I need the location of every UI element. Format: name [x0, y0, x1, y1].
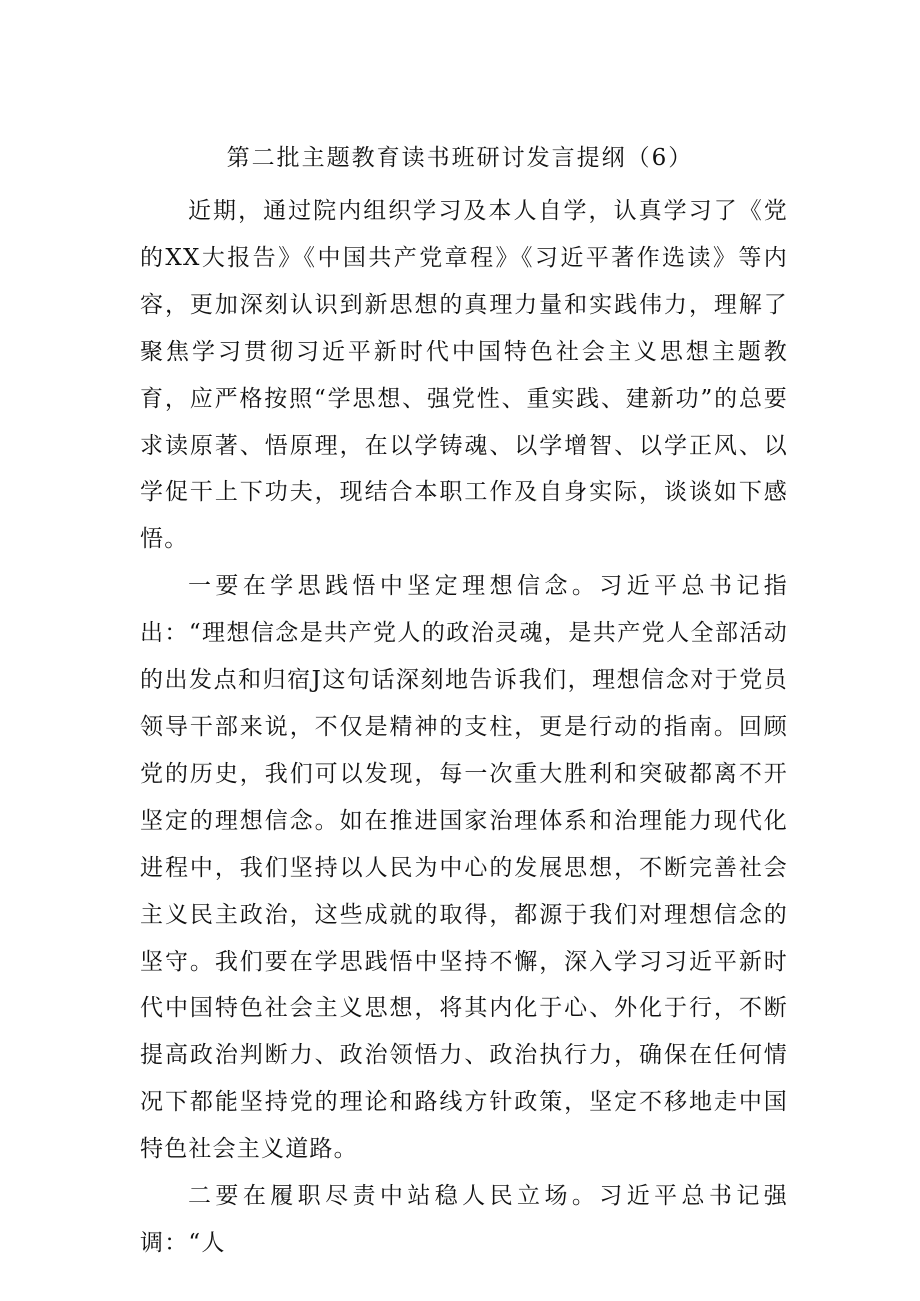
document-title: 第二批主题教育读书班研讨发言提纲（6）: [226, 145, 694, 171]
paragraph-point-two: 二要在履职尽责中站稳人民立场。习近平总书记强调：“人: [140, 1183, 788, 1256]
document-body: [140, 188, 788, 1267]
paragraph-intro: 近期，通过院内组织学习及本人自学，认真学习了《党的XX大报告》《中国共产党章程》《习近平著作选读》等内容，更加深刻认识到新思想的真理力量和实践伟力，理解了聚焦学习贯彻习近平新时代中国特色社会主义思想主题教育，应严格按照“学思想、强党性、重实践、建新功”的总要求读原著、悟原理，在以学铸魂、以学增智、以学正风、以学促干上下功夫，现结合本职工作及自身实际，谈谈如下感悟。: [140, 198, 788, 553]
paragraph-point-one: 一要在学思践悟中坚定理想信念。习近平总书记指出：“理想信念是共产党人的政治灵魂，是共产党人全部活动的出发点和归宿J这句话深刻地告诉我们，理想信念对于党员领导干部来说，不仅是精神的支柱，更是行动的指南。回顾党的历史，我们可以发现，每一次重大胜利和突破都离不开坚定的理想信念。如在推进国家治理体系和治理能力现代化进程中，我们坚持以人民为中心的发展思想，不断完善社会主义民主政治，这些成就的取得，都源于我们对理想信念的坚守。我们要在学思践悟中坚持不懈，深入学习习近平新时代中国特色社会主义思想，将其内化于心、外化于行，不断提高政治判断力、政治领悟力、政治执行力，确保在任何情况下都能坚持党的理论和路线方针政策，坚定不移地走中国特色社会主义道路。: [140, 573, 788, 1163]
